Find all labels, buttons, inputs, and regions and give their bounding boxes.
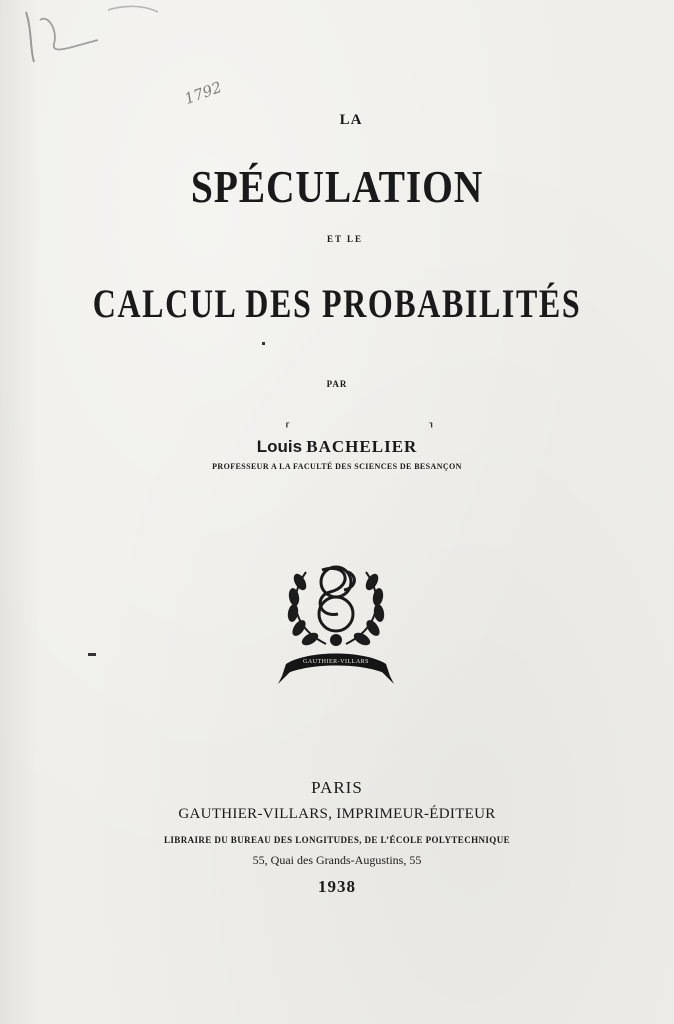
title-line-calcul: CALCUL DES PROBABILITÉS (92, 281, 582, 326)
imprint-bookseller: LIBRAIRE DU BUREAU DES LONGITUDES, DE L’ÉCOLE POLYTECHNIQUE (163, 835, 510, 845)
byline-par: PAR (326, 379, 348, 389)
pencil-scribble-icon (18, 0, 178, 70)
title-conjunction: ET LE (326, 234, 364, 244)
author-last-name: BACHELIER (306, 437, 418, 456)
imprint-publisher: GAUTHIER-VILLARS, IMPRIMEUR-ÉDITEUR (178, 806, 496, 822)
title-line-speculation: SPÉCULATION (190, 161, 484, 212)
handwritten-shelf-number: 1792 (182, 78, 225, 108)
ink-speck (262, 342, 265, 345)
publisher-monogram-wreath-icon (278, 552, 394, 684)
bracket-mark-left: ⸢ (285, 422, 291, 437)
author-name (0, 437, 674, 457)
imprint-address: 55, Quai des Grands-Augustins, 55 (252, 853, 422, 867)
page-shadow-edge (0, 0, 40, 1024)
bracket-mark-right: ⸣ (428, 422, 434, 437)
title-article: LA (339, 112, 363, 128)
imprint-year: 1938 (318, 877, 356, 896)
ribbon-text: GAUTHIER-VILLARS (303, 659, 369, 665)
author-title: PROFESSEUR A LA FACULTÉ DES SCIENCES DE BESANÇON (212, 462, 462, 471)
imprint-city: PARIS (311, 778, 363, 797)
ink-speck (88, 653, 96, 656)
author-first-name: Louis (256, 437, 303, 456)
